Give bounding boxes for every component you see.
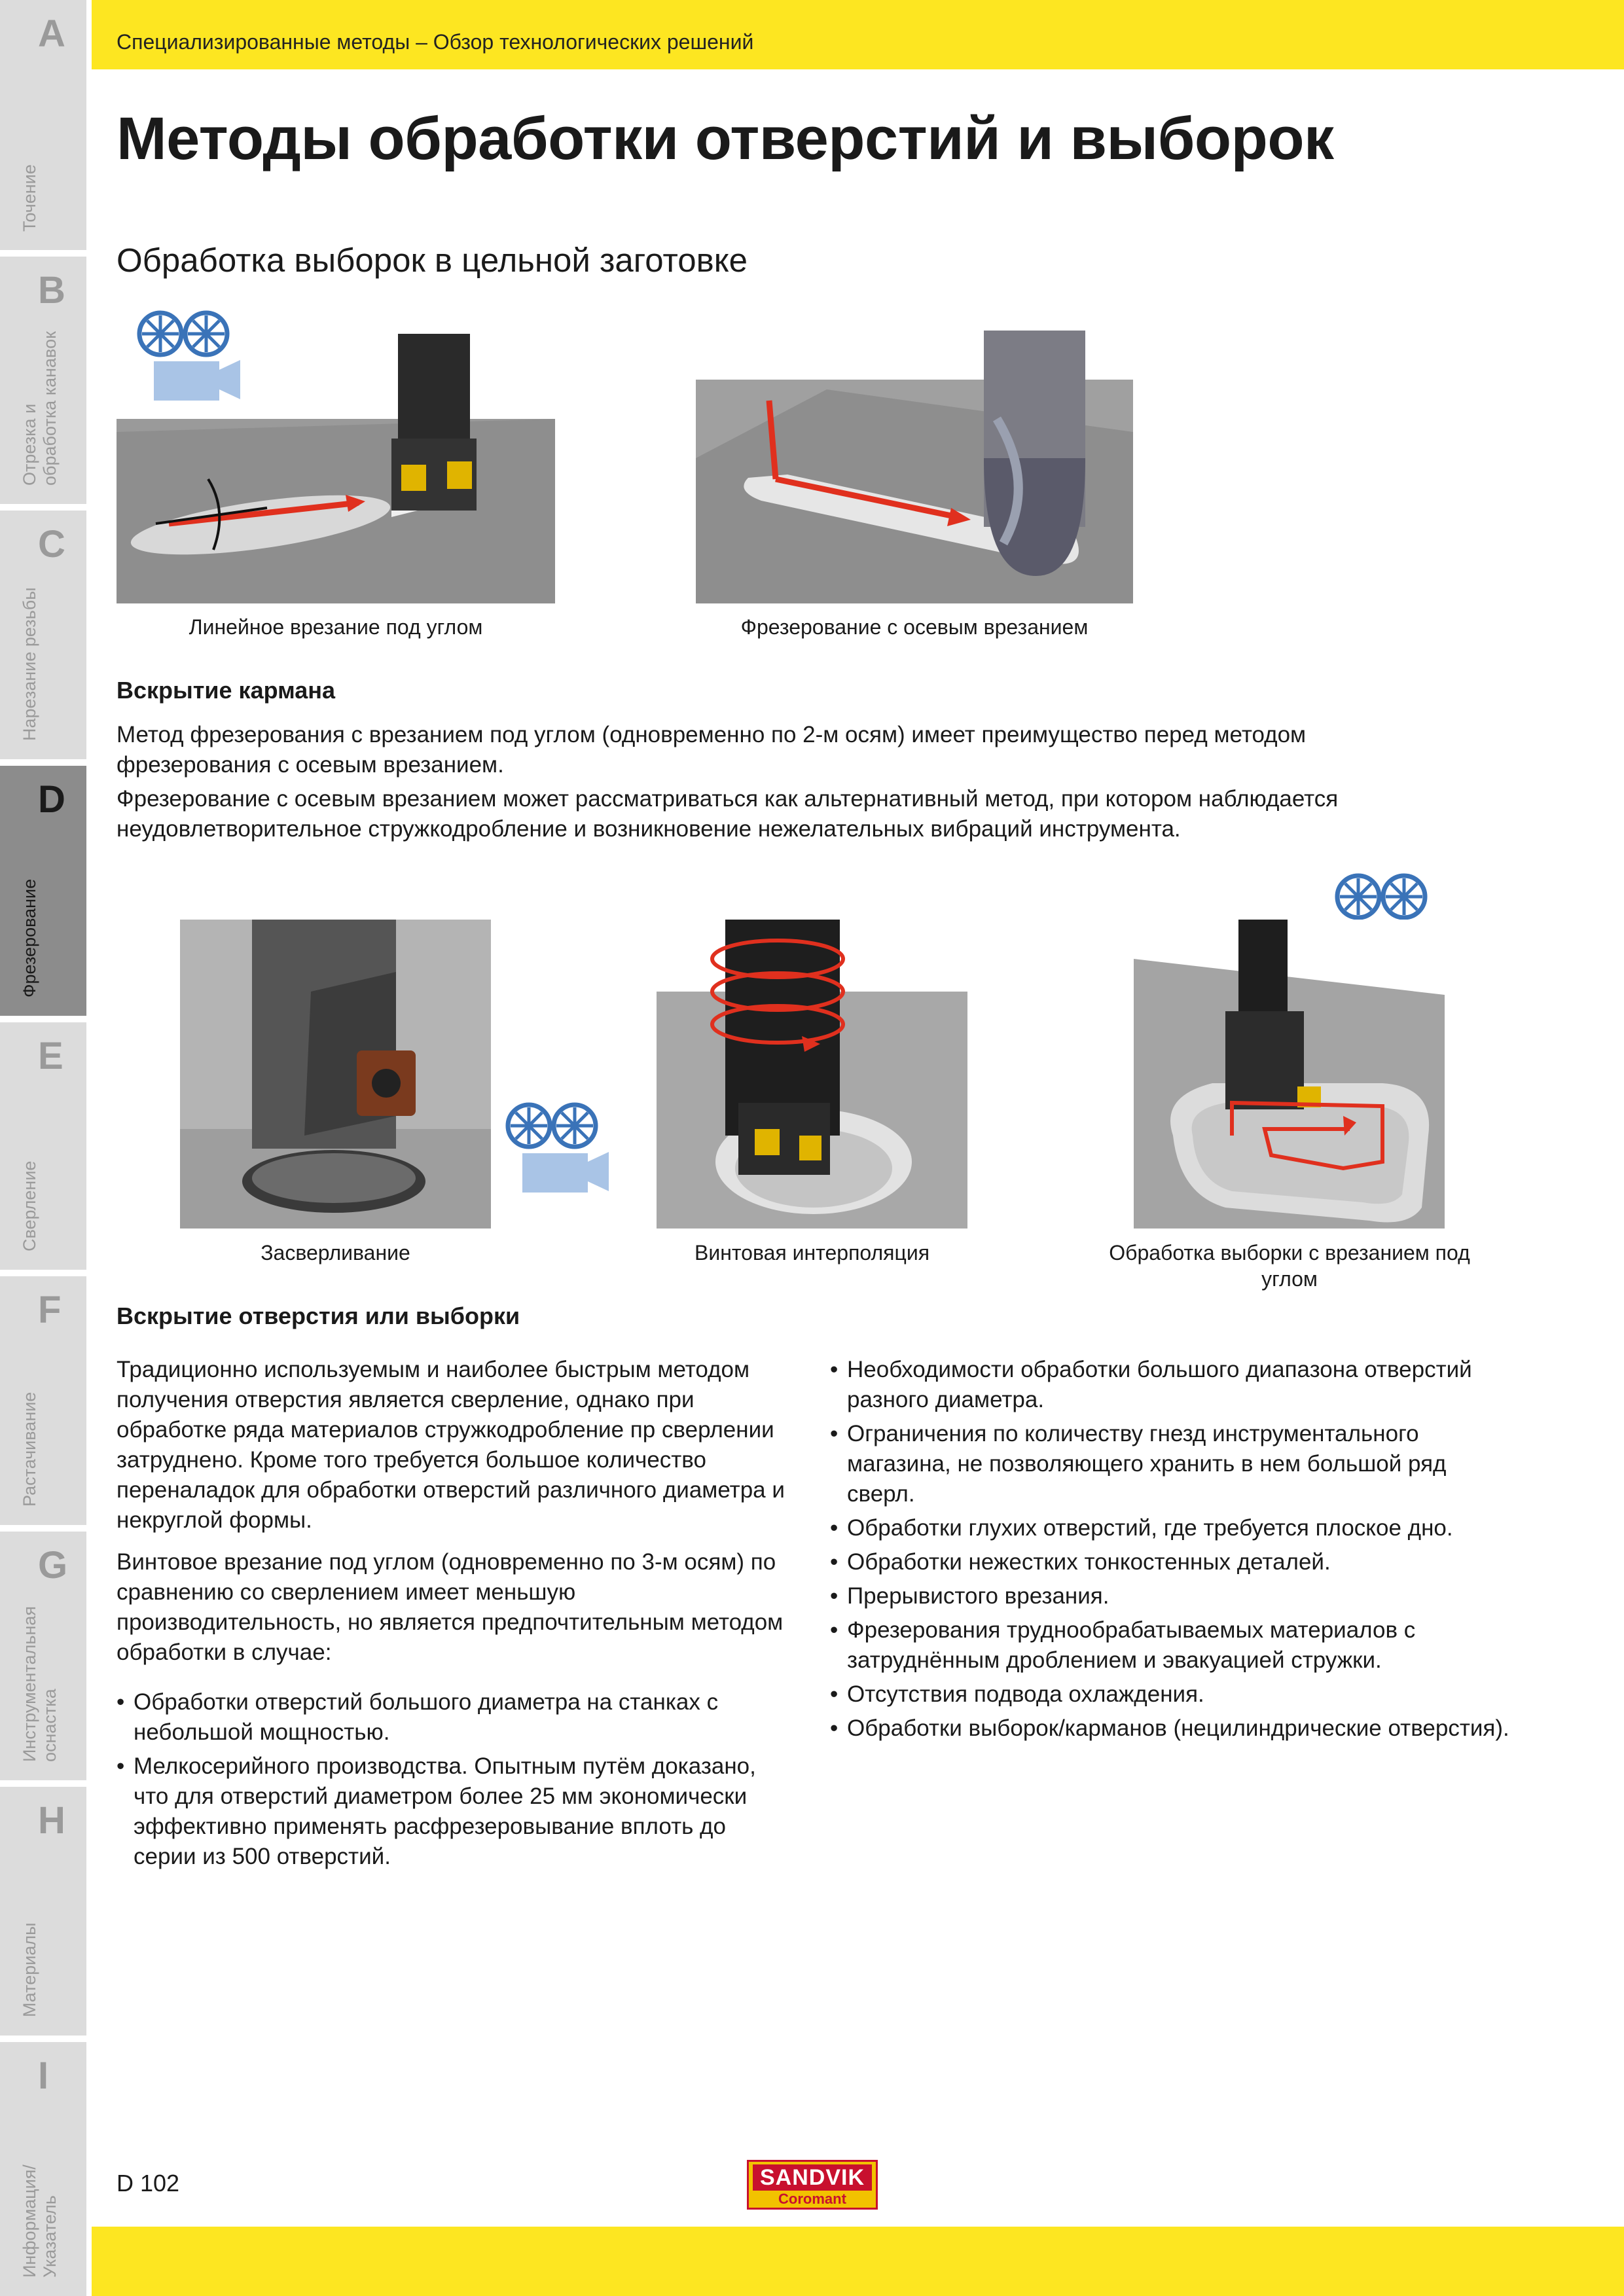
caption-linear-ramping: Линейное врезание под углом — [189, 615, 483, 639]
tab-label: Растачивание — [20, 1391, 39, 1507]
list-item: • Прерывистого врезания. — [830, 1581, 1511, 1611]
page-number: D 102 — [117, 2170, 180, 2197]
footer-bar — [92, 2227, 1624, 2296]
tab-letter: F — [38, 1289, 62, 1331]
tab-letter: C — [38, 523, 65, 565]
header-section-title: Специализированные методы – Обзор технологических решений — [117, 30, 754, 54]
list-item: • Отсутствия подвода охлаждения. — [830, 1679, 1511, 1710]
tab-label: Сверление — [20, 1160, 39, 1251]
page-title: Методы обработки отверстий и выборок — [117, 105, 1334, 172]
tab-letter: E — [38, 1035, 63, 1077]
tab-e-drilling[interactable] — [0, 1022, 86, 1270]
list-item: • Ограничения по количеству гнезд инструментального магазина, не позволяющего хранить в нем большой ряд сверл. — [830, 1419, 1511, 1509]
list-item: • Обработки нежестких тонкостенных деталей. — [830, 1547, 1511, 1577]
tab-label: Материалы — [20, 1922, 39, 2017]
list-item: • Обработки отверстий большого диаметра на станках с небольшой мощностью. — [117, 1687, 791, 1748]
paragraph-hole-1: Традиционно используемым и наиболее быстрым методом получения отверстия является сверление, однако при обработке ряда материалов стружкодробление пр сверлении затруднено. Кроме того требуется большое количество переналадок для обработки отверстий различного диаметра и некруглой формы. — [117, 1357, 785, 1533]
tab-letter: B — [38, 269, 65, 312]
header-bar — [92, 0, 1624, 69]
heading-hole-opening: Вскрытие отверстия или выборки — [117, 1302, 520, 1329]
sandvik-coromant-logo — [747, 2160, 878, 2210]
list-item: • Обработки глухих отверстий, где требуется плоское дно. — [830, 1513, 1511, 1543]
logo-brand: SANDVIK — [753, 2164, 872, 2191]
caption-drilling: Засверливание — [261, 1241, 410, 1265]
tab-label: Точение — [20, 164, 39, 232]
list-item: • Обработки выборок/карманов (нецилиндрические отверстия). — [830, 1713, 1511, 1744]
section-tab-strip — [0, 0, 86, 2296]
tab-c-threading[interactable] — [0, 511, 86, 759]
page-subtitle: Обработка выборок в цельной заготовке — [117, 242, 748, 279]
tab-label: Информация/ Указатель — [20, 2164, 60, 2278]
figure-linear-ramping — [117, 327, 555, 603]
paragraph-hole-2: Винтовое врезание под углом (одновременно по 3-м осям) по сравнению со сверлением имеет меньшую производительность, но является предпочтительным методом обработки в случае: — [117, 1549, 784, 1665]
paragraph-pocket-1: Метод фрезерования с врезанием под углом (одновременно по 2-м осям) имеет преимущество перед методом фрезерования с осевым врезанием. — [117, 722, 1307, 778]
tab-f-boring[interactable] — [0, 1276, 86, 1525]
tab-a-turning[interactable] — [0, 0, 86, 250]
bullet-list-right — [830, 1355, 1511, 1748]
paragraph-pocket-2: Фрезерование с осевым врезанием может рассматриваться как альтернативный метод, при котором наблюдается неудовлетворительное стружкодробление и возникновение нежелательных вибраций инструмента. — [117, 786, 1339, 842]
bullet-list-left — [117, 1687, 791, 1876]
tab-label: Нарезание резьбы — [20, 587, 39, 741]
list-item: • Фрезерования труднообрабатываемых материалов с затруднённым дроблением и эвакуацией стружки. — [830, 1615, 1511, 1676]
caption-axial-plunge: Фрезерование с осевым врезанием — [740, 615, 1089, 639]
tab-label: Инструментальная оснастка — [20, 1605, 60, 1762]
tab-h-materials[interactable] — [0, 1787, 86, 2036]
figure-helical-interpolation — [657, 920, 967, 1229]
tab-label: Фрезерование — [20, 878, 39, 997]
logo-subbrand: Coromant — [778, 2191, 846, 2207]
tab-g-tooling[interactable] — [0, 1532, 86, 1780]
tab-letter: H — [38, 1799, 65, 1842]
tab-b-parting-grooving[interactable] — [0, 257, 86, 504]
tab-letter: A — [38, 12, 65, 55]
list-item: • Необходимости обработки большого диапазона отверстий разного диаметра. — [830, 1355, 1511, 1415]
video-camera-icon[interactable] — [503, 1100, 614, 1198]
caption-pocket-ramping: Обработка выборки с врезанием под углом — [1109, 1241, 1470, 1291]
heading-pocket-opening: Вскрытие кармана — [117, 677, 336, 704]
tab-letter: G — [38, 1544, 68, 1587]
tab-letter: I — [38, 2054, 49, 2097]
tab-d-milling[interactable] — [0, 766, 86, 1016]
list-item: • Мелкосерийного производства. Опытным путём доказано, что для отверстий диаметром более 25 мм экономически эффективно применять расфрезеровывание вплоть до серии из 500 отверстий. — [117, 1751, 791, 1872]
tab-label: Отрезка и обработка канавок — [20, 331, 60, 486]
caption-helical-interpolation: Винтовая интерполяция — [694, 1241, 930, 1265]
tab-letter: D — [38, 778, 65, 821]
figure-pocket-ramping — [1134, 920, 1445, 1229]
figure-axial-plunge — [696, 327, 1133, 603]
figure-drilling — [180, 920, 491, 1229]
tab-i-info-index[interactable] — [0, 2042, 86, 2296]
